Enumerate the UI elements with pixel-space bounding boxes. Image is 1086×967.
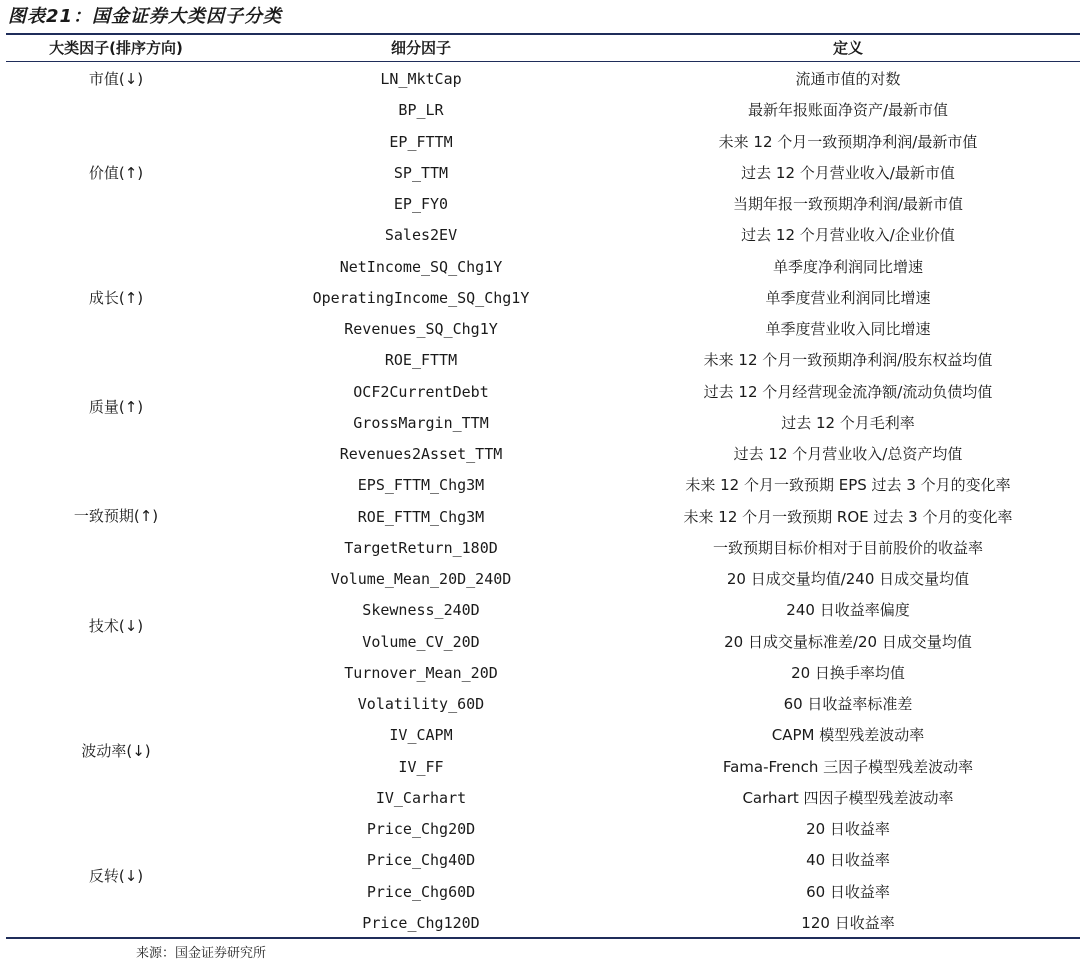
factor-cell: Sales2EV [384,226,458,245]
factor-cell: ROE_FTTM [384,351,458,370]
header-definition: 定义 [832,39,863,57]
category-cell: 波动率(↓) [81,742,151,760]
definition-cell: 40 日收益率 [806,851,890,870]
definition-cell: 120 日收益率 [801,913,895,932]
definition-cell: 20 日成交量标准差/20 日成交量均值 [724,632,972,651]
factor-cell: IV_CAPM [389,726,453,745]
factor-cell: Volume_CV_20D [362,632,480,651]
factor-cell: BP_LR [398,101,444,120]
factor-cell: OCF2CurrentDebt [353,382,489,401]
table-header-rule [6,61,1080,62]
category-cell: 成长(↑) [88,288,144,307]
definition-cell: 20 日成交量均值/240 日成交量均值 [726,570,970,588]
factor-cell: NetIncome_SQ_Chg1Y [339,257,503,276]
definition-cell: 单季度净利润同比增速 [772,257,923,276]
header-factor: 细分因子 [390,39,451,57]
category-cell: 质量(↑) [88,398,144,417]
category-cell: 技术(↓) [88,617,144,635]
factor-cell: IV_FF [398,757,444,776]
factor-cell: ROE_FTTM_Chg3M [357,507,485,526]
table-row [0,64,1086,95]
factor-cell: GrossMargin_TTM [353,413,489,432]
source-note: 来源：国金证券研究所 [136,946,267,961]
factor-cell: EP_FY0 [393,195,449,213]
figure-title: 图表21：国金证券大类因子分类 [8,6,283,27]
factor-cell: Price_Chg120D [362,913,480,932]
factor-cell: Price_Chg20D [366,820,476,838]
definition-cell: 未来 12 个月一致预期 EPS 过去 3 个月的变化率 [685,476,1011,495]
definition-cell: 60 日收益率标准差 [783,695,913,713]
factor-cell: Skewness_240D [362,601,480,620]
definition-cell: 20 日换手率均值 [791,663,905,682]
factor-cell: Price_Chg60D [366,882,476,901]
factor-cell: EPS_FTTM_Chg3M [357,476,485,495]
factor-cell: Revenues2Asset_TTM [339,445,503,463]
definition-cell: 20 日收益率 [806,820,890,838]
definition-cell: 单季度营业收入同比增速 [765,320,931,338]
definition-cell: 未来 12 个月一致预期净利润/最新市值 [718,132,978,151]
factor-cell: Volatility_60D [357,695,485,713]
factor-cell: LN_MktCap [380,70,462,88]
factor-cell: EP_FTTM [389,132,453,151]
header-category: 大类因子(排序方向) [49,39,183,57]
category-cell: 一致预期(↑) [73,507,159,526]
definition-cell: 过去 12 个月营业收入/企业价值 [741,226,955,245]
factor-cell: SP_TTM [393,163,449,182]
factor-cell: Revenues_SQ_Chg1Y [344,320,498,338]
definition-cell: Carhart 四因子模型残差波动率 [742,788,954,807]
factor-cell: IV_Carhart [375,788,467,807]
definition-cell: 未来 12 个月一致预期净利润/股东权益均值 [703,351,993,370]
definition-cell: 240 日收益率偏度 [786,601,910,620]
factor-cell: TargetReturn_180D [344,538,498,557]
definition-cell: 流通市值的对数 [795,70,901,88]
category-cell: 反转(↓) [88,867,144,885]
factor-cell: OperatingIncome_SQ_Chg1Y [312,288,530,307]
definition-cell: Fama-French 三因子模型残差波动率 [722,757,974,776]
definition-cell: 最新年报账面净资产/最新市值 [747,101,949,120]
factor-cell: Turnover_Mean_20D [344,663,498,682]
definition-cell: 过去 12 个月营业收入/最新市值 [741,163,955,182]
definition-cell: 过去 12 个月经营现金流净额/流动负债均值 [703,382,993,401]
category-cell: 价值(↑) [88,164,144,183]
definition-cell: 过去 12 个月毛利率 [781,413,915,432]
category-cell: 市值(↓) [88,70,144,88]
definition-cell: 单季度营业利润同比增速 [765,288,931,307]
definition-cell: 过去 12 个月营业收入/总资产均值 [733,445,963,463]
definition-cell: 一致预期目标价相对于目前股价的收益率 [712,538,983,557]
factor-cell: Volume_Mean_20D_240D [330,570,512,588]
definition-cell: CAPM 模型残差波动率 [771,726,925,745]
definition-cell: 60 日收益率 [806,882,890,901]
factor-cell: Price_Chg40D [366,851,476,870]
factor-table-body [0,64,1086,939]
definition-cell: 未来 12 个月一致预期 ROE 过去 3 个月的变化率 [683,507,1013,526]
definition-cell: 当期年报一致预期净利润/最新市值 [732,195,964,213]
